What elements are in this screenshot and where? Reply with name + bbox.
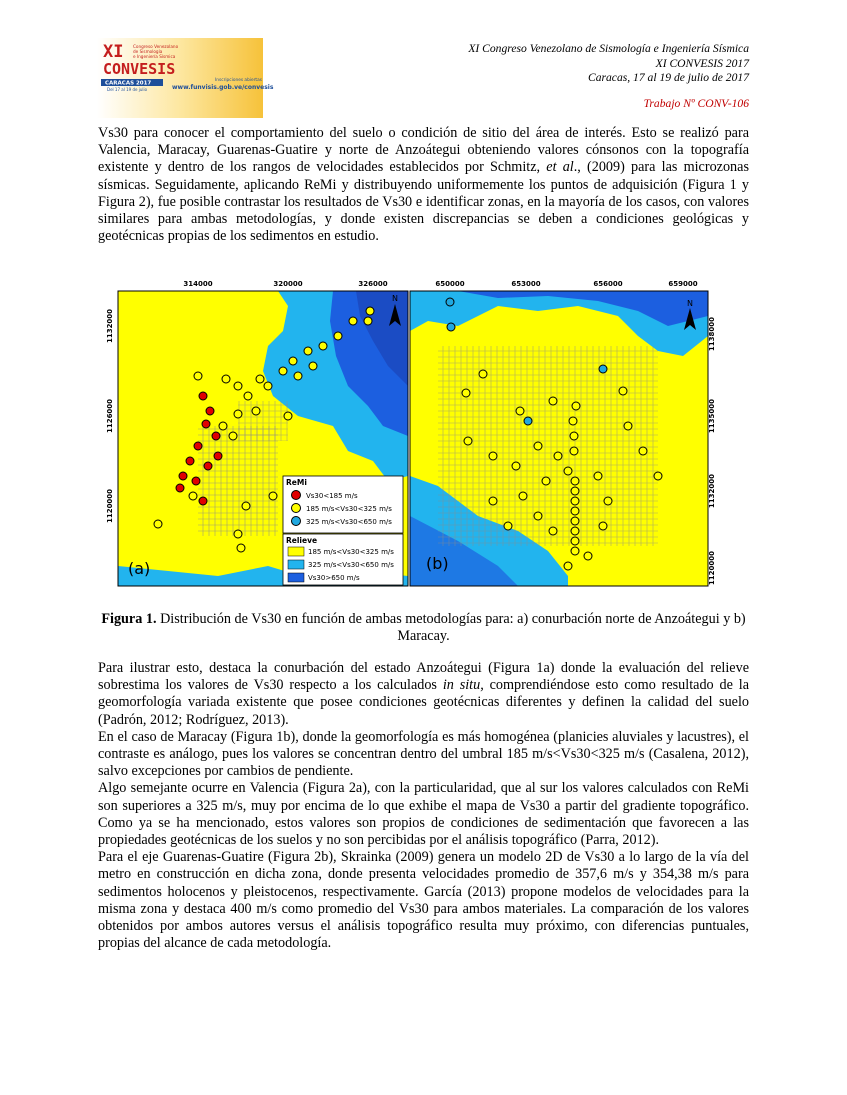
svg-text:N: N bbox=[687, 299, 693, 308]
map-b-xtick-3: 656000 bbox=[593, 280, 623, 288]
legend-relieve-2: 325 m/s<Vs30<650 m/s bbox=[308, 561, 394, 569]
logo-inscripciones: Inscripciones abiertas bbox=[215, 78, 262, 83]
para2-guarenas: Para el eje Guarenas-Guatire (Figura 2b), Skrainka (2009) genera un modelo 2D de Vs30 a lo largo de la vía del metro en construcción en dicha zona, donde presenta velocidades promedio de 357,6 m/s y 354,38 m/s para sedimentos holocenos y pleistocenos, respectivamente. García (2013) propone modelos de velocidades para la misma zona y destaca 400 m/s como promedio del Vs30 para ambos materiales. La comparación de los valores obtenidos por ambos autores versus el análisis topográfico resulta muy próximo, con diferencias puntuales, propias del alcance de cada metodología. bbox=[98, 849, 749, 952]
map-a-ytick-1: 1132000 bbox=[106, 308, 114, 344]
map-a-xtick-3: 326000 bbox=[358, 280, 388, 288]
map-b-panel-label: (b) bbox=[426, 554, 449, 573]
map-b-ytick-1: 1138000 bbox=[708, 316, 716, 352]
map-b-xtick-4: 659000 bbox=[668, 280, 698, 288]
logo-roman: XI bbox=[103, 42, 124, 62]
logo-tagline-1: Congreso Venezolano bbox=[133, 44, 179, 49]
legend-relieve-title: Relieve bbox=[286, 536, 318, 545]
map-legend bbox=[283, 476, 403, 585]
para2-maracay: En el caso de Maracay (Figura 1b), donde la geomorfología es más homogénea (planicies aluviales y lacustres), el contraste es análogo, pues los valores se concentran dentro del umbral 185 m/s<Vs30<325 m/s (Casalena, 2012), salvo excepciones por cambios de pendiente. bbox=[98, 728, 749, 780]
para2-insitu: in situ, bbox=[442, 677, 484, 694]
convesis-logo-graphic bbox=[97, 38, 274, 118]
legend-remi-title: ReMi bbox=[286, 478, 307, 487]
paragraph-intro bbox=[98, 125, 749, 245]
figure-1 bbox=[98, 276, 718, 596]
caption-text: Distribución de Vs30 en función de ambas metodologías para: a) conurbación norte de Anzoátegui y b) Maracay. bbox=[156, 611, 746, 645]
header-line-3: Caracas, 17 al 19 de julio de 2017 bbox=[587, 71, 749, 84]
legend-remi-2: 185 m/s<Vs30<325 m/s bbox=[306, 505, 392, 513]
logo-name: CONVESIS bbox=[103, 60, 176, 78]
map-b-ytick-2: 1135000 bbox=[708, 398, 716, 434]
paragraph-discussion bbox=[98, 660, 749, 952]
map-a-ytick-3: 1120000 bbox=[106, 488, 114, 524]
caption-label: Figura 1. bbox=[101, 611, 157, 627]
svg-text:N: N bbox=[392, 294, 398, 303]
logo-tagline-2: de Sismología bbox=[133, 49, 163, 54]
logo-tagline-3: e Ingeniería Sísmica bbox=[133, 54, 176, 59]
legend-remi-3: 325 m/s<Vs30<650 m/s bbox=[306, 518, 392, 526]
map-a-panel-label: (a) bbox=[128, 559, 151, 578]
paper-id: Trabajo Nº CONV-106 bbox=[643, 97, 749, 110]
logo-city: CARACAS 2017 bbox=[105, 80, 152, 87]
legend-remi-1: Vs30<185 m/s bbox=[306, 492, 358, 500]
para2-part-b: comprendiéndose esto como resultado de la geomorfología variada existente que posee condiciones geotécnicas diferentes y definen la calidad del suelo (Padrón, 2012; Rodríguez, 2013). bbox=[98, 677, 749, 728]
map-a-xtick-2: 320000 bbox=[273, 280, 303, 288]
header-line-2: XI CONVESIS 2017 bbox=[655, 56, 749, 70]
map-b-xtick-2: 653000 bbox=[511, 280, 541, 288]
convesis-logo bbox=[97, 38, 274, 118]
map-a-xtick-1: 314000 bbox=[183, 280, 213, 288]
map-b bbox=[410, 280, 716, 586]
header-line-1: XI Congreso Venezolano de Sismología e Ingeniería Sísmica bbox=[468, 42, 749, 55]
para2-part-a: Para ilustrar esto, destaca la conurbación del estado Anzoátegui (Figura 1a) donde la evaluación del relieve sobrestima los valores de Vs30 respecto a los calculados bbox=[98, 660, 749, 694]
map-b-ytick-4: 1120000 bbox=[708, 550, 716, 586]
conference-header bbox=[468, 42, 749, 86]
map-b-xtick-1: 650000 bbox=[435, 280, 465, 288]
para1-part-b: ., (2009) para las microzonas sísmicas. Seguidamente, aplicando ReMi y distribuyendo uniformemente los puntos de adquisición (Figura 1 y Figura 2), fue posible contrastar los resultados de Vs30 e identificar zonas, en la mayoría de los casos, con valores similares para ambas metodologías, y donde existen discrepancias se deben a condiciones geológicas y geotécnicas propias de los sedimentos en estudio. bbox=[98, 159, 749, 245]
figure-maps bbox=[98, 276, 718, 596]
logo-url: www.funvisis.gob.ve/convesis bbox=[172, 84, 274, 91]
legend-relieve-3: Vs30>650 m/s bbox=[308, 574, 360, 582]
para1-part-a: Vs30 para conocer el comportamiento del suelo o condición de sitio del área de interés. Esto se realizó para Valencia, Maracay, Guarenas-Guatire y norte de Anzoátegui obteniendo valores cónsonos con la topografía existente y dentro de los rangos de velocidades establecidos por Schmitz, bbox=[98, 125, 749, 176]
map-b-ytick-3: 1132000 bbox=[708, 473, 716, 509]
legend-relieve-1: 185 m/s<Vs30<325 m/s bbox=[308, 548, 394, 556]
logo-dates: Del 17 al 19 de julio bbox=[107, 87, 148, 92]
figure-caption bbox=[98, 611, 749, 645]
para2-valencia: Algo semejante ocurre en Valencia (Figura 2a), con la particularidad, que al sur los valores calculados con ReMi son superiores a 325 m/s, muy por encima de lo que exhibe el mapa de Vs30 a partir del gradiente topográfico. Como ya se ha mencionado, estos valores son propios de condiciones de sedimentación que favorecen a las propiedades geotécnicas de los suelos y no son percibidas por el análisis topográfico (Parra, 2012). bbox=[98, 780, 749, 849]
para1-etal: et al bbox=[546, 159, 574, 176]
map-a-ytick-2: 1126000 bbox=[106, 398, 114, 434]
map-a bbox=[106, 280, 408, 586]
